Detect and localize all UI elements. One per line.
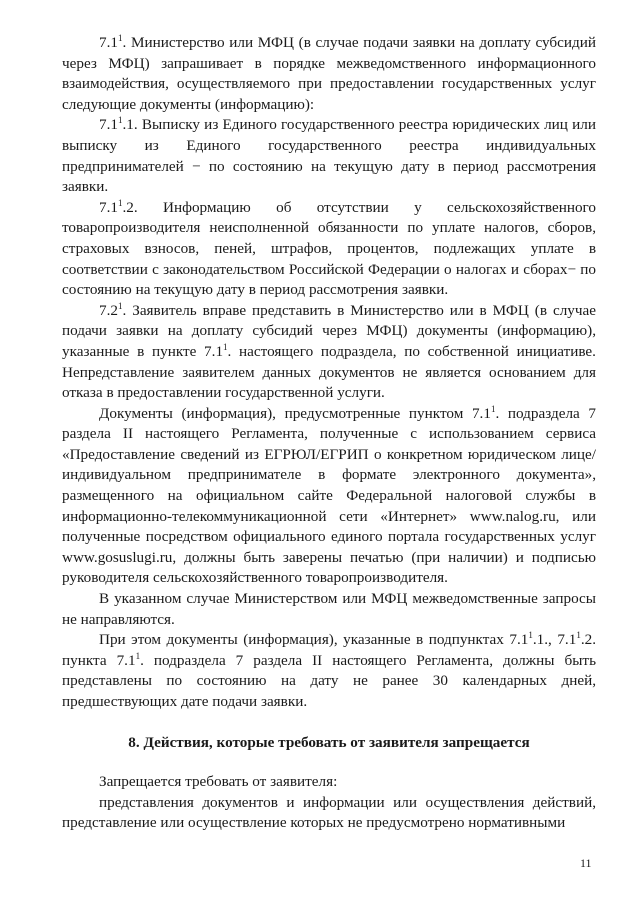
paragraph-text: . Заявитель вправе представить в Министерство или в МФЦ (в случае подачи заявки на доплату субсидий через МФЦ) документы (информацию), указанные в пункте 7.1: [62, 301, 596, 360]
paragraph-text: .2. пункта 7.1: [62, 631, 596, 669]
superscript: 1: [223, 341, 228, 352]
paragraph-7-2-1: [62, 301, 596, 404]
body-text-top: [62, 33, 596, 713]
paragraph-dates: [62, 630, 596, 712]
paragraph-text: Документы (информация), предусмотренные пунктом 7.1: [99, 404, 491, 422]
clause-number: 7.1: [99, 198, 118, 216]
paragraph-text: .1., 7.1: [532, 631, 577, 649]
superscript: 1: [117, 197, 123, 208]
paragraph-7-1-1-1: [62, 115, 596, 197]
clause-number: 7.1: [99, 116, 118, 134]
superscript: 1: [576, 630, 581, 641]
paragraph-text: . подраздела 7 раздела II настоящего Регламента, должны быть представлены по состоянию на дату не ранее 30 календарных дней, предшествующих дате подачи заявки.: [62, 651, 596, 710]
paragraph-7-1-1: [62, 33, 596, 115]
paragraph-text: При этом документы (информация), указанные в подпунктах 7.1: [99, 631, 529, 649]
paragraph-7-1-1-2: [62, 198, 596, 301]
paragraph-text: В указанном случае Министерством или МФЦ межведомственные запросы не направляются.: [62, 590, 596, 628]
paragraph-text: представления документов и информации или осуществления действий, представление или осуществление которых не предусмотрено нормативными: [62, 793, 596, 832]
paragraph-text: . Министерство или МФЦ (в случае подачи заявки на доплату субсидий через МФЦ) запрашивает в порядке межведомственного информационного взаимодействия, осуществляемого при предоставлении государственных услуг следующие документы (информацию):: [62, 34, 596, 113]
paragraph-text: . подраздела 7 раздела II настоящего Регламента, полученные с использованием сервиса «Предоставление сведений из ЕГРЮЛ/ЕГРИП о конкретном юридическом лице/индивидуальном предпринимателе в формате электронного документа», размещенного на официальном сайте Федеральной налоговой службы в информационно-телекоммуникационной сети «Интернет» www.nalog.ru, или полученные посредством официального единого портала государственных услуг www.gosuslugi.ru, должны быть заверены печатью (при наличии) и подписью руководителя сельскохозяйственного товаропроизводителя.: [62, 404, 597, 587]
paragraph-documents: [62, 404, 596, 589]
body-text-bottom: [62, 772, 596, 834]
paragraph-no-requests: [62, 589, 596, 630]
paragraph-text: Запрещается требовать от заявителя:: [99, 773, 338, 790]
superscript: 1: [117, 115, 123, 126]
superscript: 1: [528, 630, 533, 641]
section-heading: 8. Действия, которые требовать от заявителя запрещается: [128, 734, 530, 751]
paragraph-prohibited-intro: [62, 772, 596, 793]
clause-number: 7.1: [99, 34, 118, 51]
clause-number: 7.2: [99, 301, 118, 319]
paragraph-prohibited-item: [62, 793, 596, 834]
superscript: 1: [135, 650, 141, 661]
paragraph-text: .1. Выписку из Единого государственного реестра юридических лиц или выписку из Единого государственного реестра индивидуальных предпринимателей − по состоянию на текущую дату в период рассмотрения заявки.: [62, 116, 596, 196]
superscript: 1: [117, 33, 123, 43]
superscript: 1: [117, 300, 123, 311]
paragraph-text: .2. Информацию об отсутствии у сельскохозяйственного товаропроизводителя неисполненной обязанности по уплате налогов, сборов, страховых взносов, пеней, штрафов, процентов, подлежащих уплате в соответствии с законодательством Российской Федерации о налогах и сборах− по состоянию на текущую дату в период рассмотрения заявки.: [62, 198, 596, 299]
paragraph-text: . настоящего подраздела, по собственной инициативе. Непредставление заявителем данных документов не является основанием для отказа в предоставлении государственной услуги.: [62, 342, 596, 402]
page-number: 11: [580, 856, 592, 870]
superscript: 1: [490, 403, 496, 414]
